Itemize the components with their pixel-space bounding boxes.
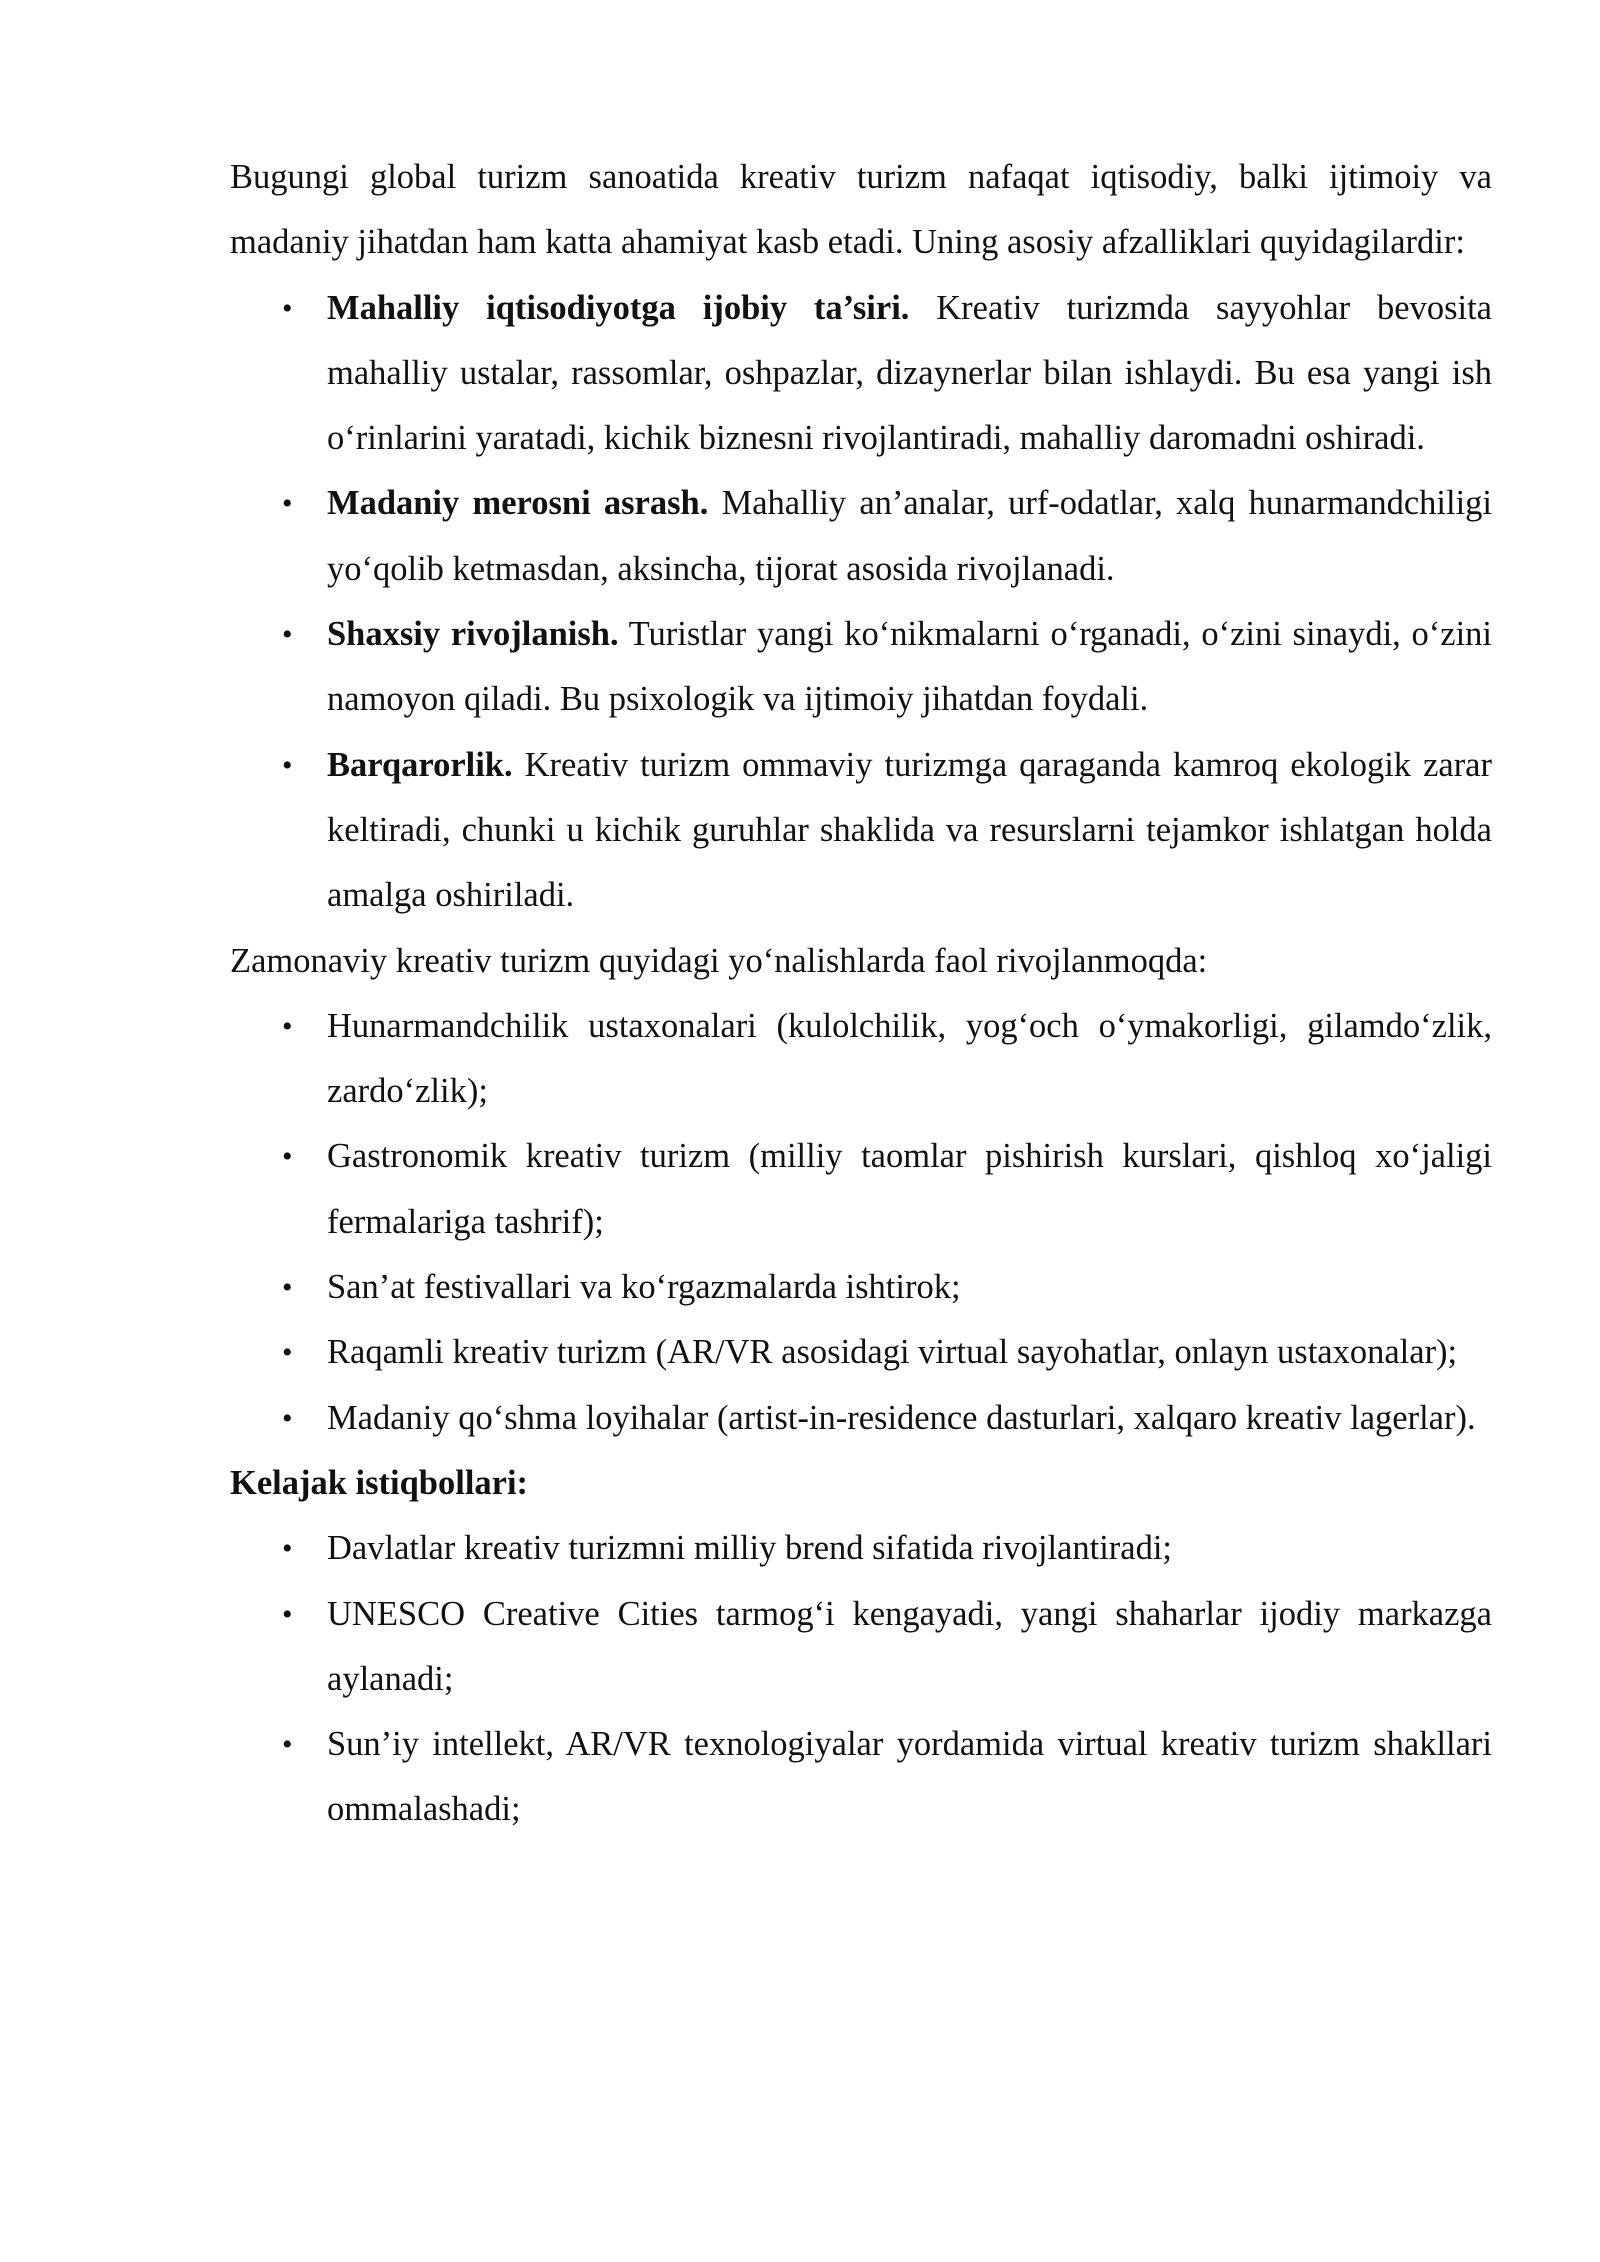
bullet-icon: •: [282, 1597, 293, 1631]
list-item: [230, 994, 1492, 1125]
list-item-text: Madaniy qo‘shma loyihalar (artist-in-residence dasturlari, xalqaro kreativ lagerlar).: [327, 1398, 1476, 1437]
prospects-heading: Kelajak istiqbollari:: [230, 1463, 529, 1502]
list-item-title: Mahalliy iqtisodiyotga ijobiy ta’siri.: [327, 288, 910, 327]
list-item: [230, 471, 1492, 602]
list-item-text: Sun’iy intellekt, AR/VR texnologiyalar yordamida virtual kreativ turizm shakllari ommalashadi;: [327, 1725, 1492, 1829]
bullet-icon: •: [282, 1271, 293, 1305]
list-item: [230, 1320, 1492, 1385]
list-item-title: Shaxsiy rivojlanish.: [327, 615, 619, 654]
list-item-text: Mahalliy an’analar, urf-odatlar, xalq hunarmandchiligi yo‘qolib ketmasdan, aksincha, tijorat asosida rivojlanadi.: [327, 484, 1492, 588]
bullet-icon: •: [282, 1401, 293, 1435]
list-item-text: Davlatlar kreativ turizmni milliy brend sifatida rivojlantiradi;: [327, 1529, 1172, 1568]
directions-list: [230, 994, 1492, 1451]
bullet-icon: •: [282, 1728, 293, 1762]
list-item-text: Turistlar yangi ko‘nikmalarni o‘rganadi, o‘zini sinaydi, o‘zini namoyon qiladi. Bu psixologik va ijtimoiy jihatdan foydali.: [327, 615, 1492, 719]
bullet-icon: •: [282, 1140, 293, 1174]
list-item-text: Kreativ turizmda sayyohlar bevosita mahalliy ustalar, rassomlar, oshpazlar, dizaynerlar bilan ishlaydi. Bu esa yangi ish o‘rinlarini yaratadi, kichik biznesni rivojlantiradi, mahalliy daromadni oshiradi.: [327, 288, 1492, 458]
bullet-icon: •: [282, 1336, 293, 1370]
list-item-text: Kreativ turizm ommaviy turizmga qaraganda kamroq ekologik zarar keltiradi, chunki u kichik guruhlar shaklida va resurslarni tejamkor ishlatgan holda amalga oshiriladi.: [327, 745, 1492, 915]
advantages-list: [230, 276, 1492, 929]
bullet-icon: •: [282, 1009, 293, 1043]
list-item: [230, 1582, 1492, 1713]
list-item-text: UNESCO Creative Cities tarmog‘i kengayadi, yangi shaharlar ijodiy markazga aylanadi;: [327, 1594, 1492, 1698]
prospects-list: [230, 1516, 1492, 1842]
list-item: [230, 1124, 1492, 1255]
list-item-text: San’at festivallari va ko‘rgazmalarda ishtirok;: [327, 1268, 961, 1307]
document-page: [230, 145, 1492, 1843]
list-item: [230, 1712, 1492, 1843]
list-item-title: Barqarorlik.: [327, 745, 513, 784]
list-item-text: Raqamli kreativ turizm (AR/VR asosidagi virtual sayohatlar, onlayn ustaxonalar);: [327, 1333, 1458, 1372]
list-item: [230, 276, 1492, 472]
bullet-icon: •: [282, 618, 293, 652]
list-item: [230, 1255, 1492, 1320]
list-item: [230, 602, 1492, 733]
list-item-text: Gastronomik kreativ turizm (milliy taomlar pishirish kurslari, qishloq xo‘jaligi fermalariga tashrif);: [327, 1137, 1492, 1241]
bullet-icon: •: [282, 487, 293, 521]
list-item: [230, 733, 1492, 929]
directions-intro: Zamonaviy kreativ turizm quyidagi yo‘nalishlarda faol rivojlanmoqda:: [230, 941, 1208, 980]
intro-paragraph: Bugungi global turizm sanoatida kreativ turizm nafaqat iqtisodiy, balki ijtimoiy va madaniy jihatdan ham katta ahamiyat kasb etadi. Uning asosiy afzalliklari quyidagilardir:: [230, 158, 1492, 262]
bullet-icon: •: [282, 1532, 293, 1566]
bullet-icon: •: [282, 748, 293, 782]
bullet-icon: •: [282, 291, 293, 325]
list-item-text: Hunarmandchilik ustaxonalari (kulolchilik, yog‘och o‘ymakorligi, gilamdo‘zlik, zardo‘zlik);: [327, 1006, 1492, 1111]
list-item: [230, 1516, 1492, 1581]
list-item-title: Madaniy merosni asrash.: [327, 484, 709, 523]
list-item: [230, 1386, 1492, 1451]
